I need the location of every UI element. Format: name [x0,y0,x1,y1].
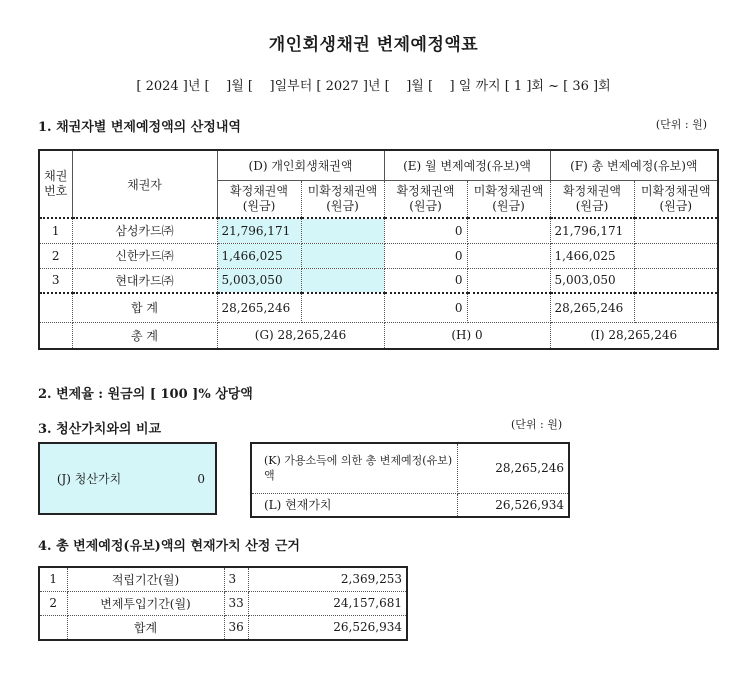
section2-prefix: 2. 변제율 : 원금의 [ [38,387,161,402]
period-round-from: 1 [513,79,523,94]
period-line [0,75,747,94]
total-row [39,322,718,349]
table-row [39,218,718,243]
period-text-3: ]회 ~ [ [522,79,573,94]
liquidation-value-box [38,442,217,515]
basis-total-months: 36 [224,615,248,640]
row-creditor: 신한카드㈜ [72,243,217,268]
subtotal-d-unconfirmed [301,293,384,322]
basis-label: 변제투입기간(월) [67,591,224,615]
period-round-to: 36 [572,79,589,94]
l-value: 26,526,934 [457,493,569,517]
header-e: (E) 월 변제예정(유보)액 [384,150,550,180]
row-e-unconfirmed [467,243,550,268]
header-f: (F) 총 변제예정(유보)액 [550,150,718,180]
header-d-unconfirmed: 미확정채권액 (원금) [301,180,384,218]
basis-no: 2 [39,591,67,615]
period-text-2: ]년 [ ]월 [ ] 일 까지 [ [358,79,514,94]
page-title: 개인회생채권 변제예정액표 [268,35,479,55]
header-e-unconfirmed: 미확정채권액 (원금) [467,180,550,218]
row-d-confirmed[interactable]: 5,003,050 [217,268,301,293]
row-d-unconfirmed[interactable] [301,218,384,243]
header-e-confirmed: 확정채권액 (원금) [384,180,467,218]
row-d-unconfirmed[interactable] [301,243,384,268]
section3-title: 3. 청산가치와의 비교 [38,422,162,437]
header-f-confirmed: 확정채권액 (원금) [550,180,634,218]
section1-unit: (단위 : 원) [655,118,707,131]
period-end-year: 2027 [325,79,359,94]
basis-total-amount: 26,526,934 [248,615,407,640]
section2-suffix: ]% 상당액 [187,387,253,402]
total-i: (I) 28,265,246 [550,322,718,349]
basis-amount: 2,369,253 [248,567,407,591]
header-no: 채권 번호 [39,150,72,218]
row-creditor: 현대카드㈜ [72,268,217,293]
row-no: 3 [39,268,72,293]
section3-unit: (단위 : 원) [511,418,563,431]
creditor-table [38,149,719,350]
row-e-confirmed: 0 [384,218,467,243]
row-d-unconfirmed[interactable] [301,268,384,293]
subtotal-e-confirmed: 0 [384,293,467,322]
basis-total-label: 합계 [67,615,224,640]
row-e-unconfirmed [467,268,550,293]
section2-title [38,383,253,402]
k-value: 28,265,246 [457,443,569,493]
period-text-1: ]년 [ ]월 [ ]일부터 [ [178,79,326,94]
subtotal-f-confirmed: 28,265,246 [550,293,634,322]
period-open: [ [136,79,146,94]
row-f-unconfirmed [634,218,718,243]
present-value-basis-table [38,566,408,641]
subtotal-f-unconfirmed [634,293,718,322]
table-row [39,567,407,591]
k-label: (K) 가용소득에 의한 총 변제예정(유보)액 [251,443,457,493]
table-row [39,268,718,293]
row-e-unconfirmed [467,218,550,243]
total-label: 총 계 [72,322,217,349]
row-e-confirmed: 0 [384,243,467,268]
row-f-unconfirmed [634,243,718,268]
row-no: 2 [39,243,72,268]
row-f-confirmed: 1,466,025 [550,243,634,268]
l-label: (L) 현재가치 [251,493,457,517]
row-no: 1 [39,218,72,243]
table-row [39,243,718,268]
total-g: (G) 28,265,246 [217,322,384,349]
j-label: (J) 청산가치 [39,443,138,514]
j-value[interactable]: 0 [138,443,216,514]
row-d-confirmed[interactable]: 21,796,171 [217,218,301,243]
row-f-unconfirmed [634,268,718,293]
subtotal-label: 합 계 [72,293,217,322]
header-creditor: 채권자 [72,150,217,218]
table-row [39,591,407,615]
header-d-confirmed: 확정채권액 (원금) [217,180,301,218]
row-d-confirmed[interactable]: 1,466,025 [217,243,301,268]
header-d: (D) 개인회생채권액 [217,150,384,180]
subtotal-d-confirmed: 28,265,246 [217,293,301,322]
row-creditor: 삼성카드㈜ [72,218,217,243]
basis-months: 33 [224,591,248,615]
row-e-confirmed: 0 [384,268,467,293]
subtotal-row [39,293,718,322]
basis-label: 적립기간(월) [67,567,224,591]
basis-months: 3 [224,567,248,591]
period-text-4: ]회 [588,79,611,94]
row-f-confirmed: 5,003,050 [550,268,634,293]
section4-title: 4. 총 변제예정(유보)액의 현재가치 산정 근거 [38,539,300,554]
period-start-year: 2024 [145,79,179,94]
basis-no: 1 [39,567,67,591]
subtotal-e-unconfirmed [467,293,550,322]
section1-title: 1. 채권자별 변제예정액의 산정내역 [38,120,241,135]
basis-total-row [39,615,407,640]
basis-amount: 24,157,681 [248,591,407,615]
present-value-table [250,442,570,518]
row-f-confirmed: 21,796,171 [550,218,634,243]
header-f-unconfirmed: 미확정채권액 (원금) [634,180,718,218]
total-h: (H) 0 [384,322,550,349]
repayment-rate: 100 [160,387,188,402]
